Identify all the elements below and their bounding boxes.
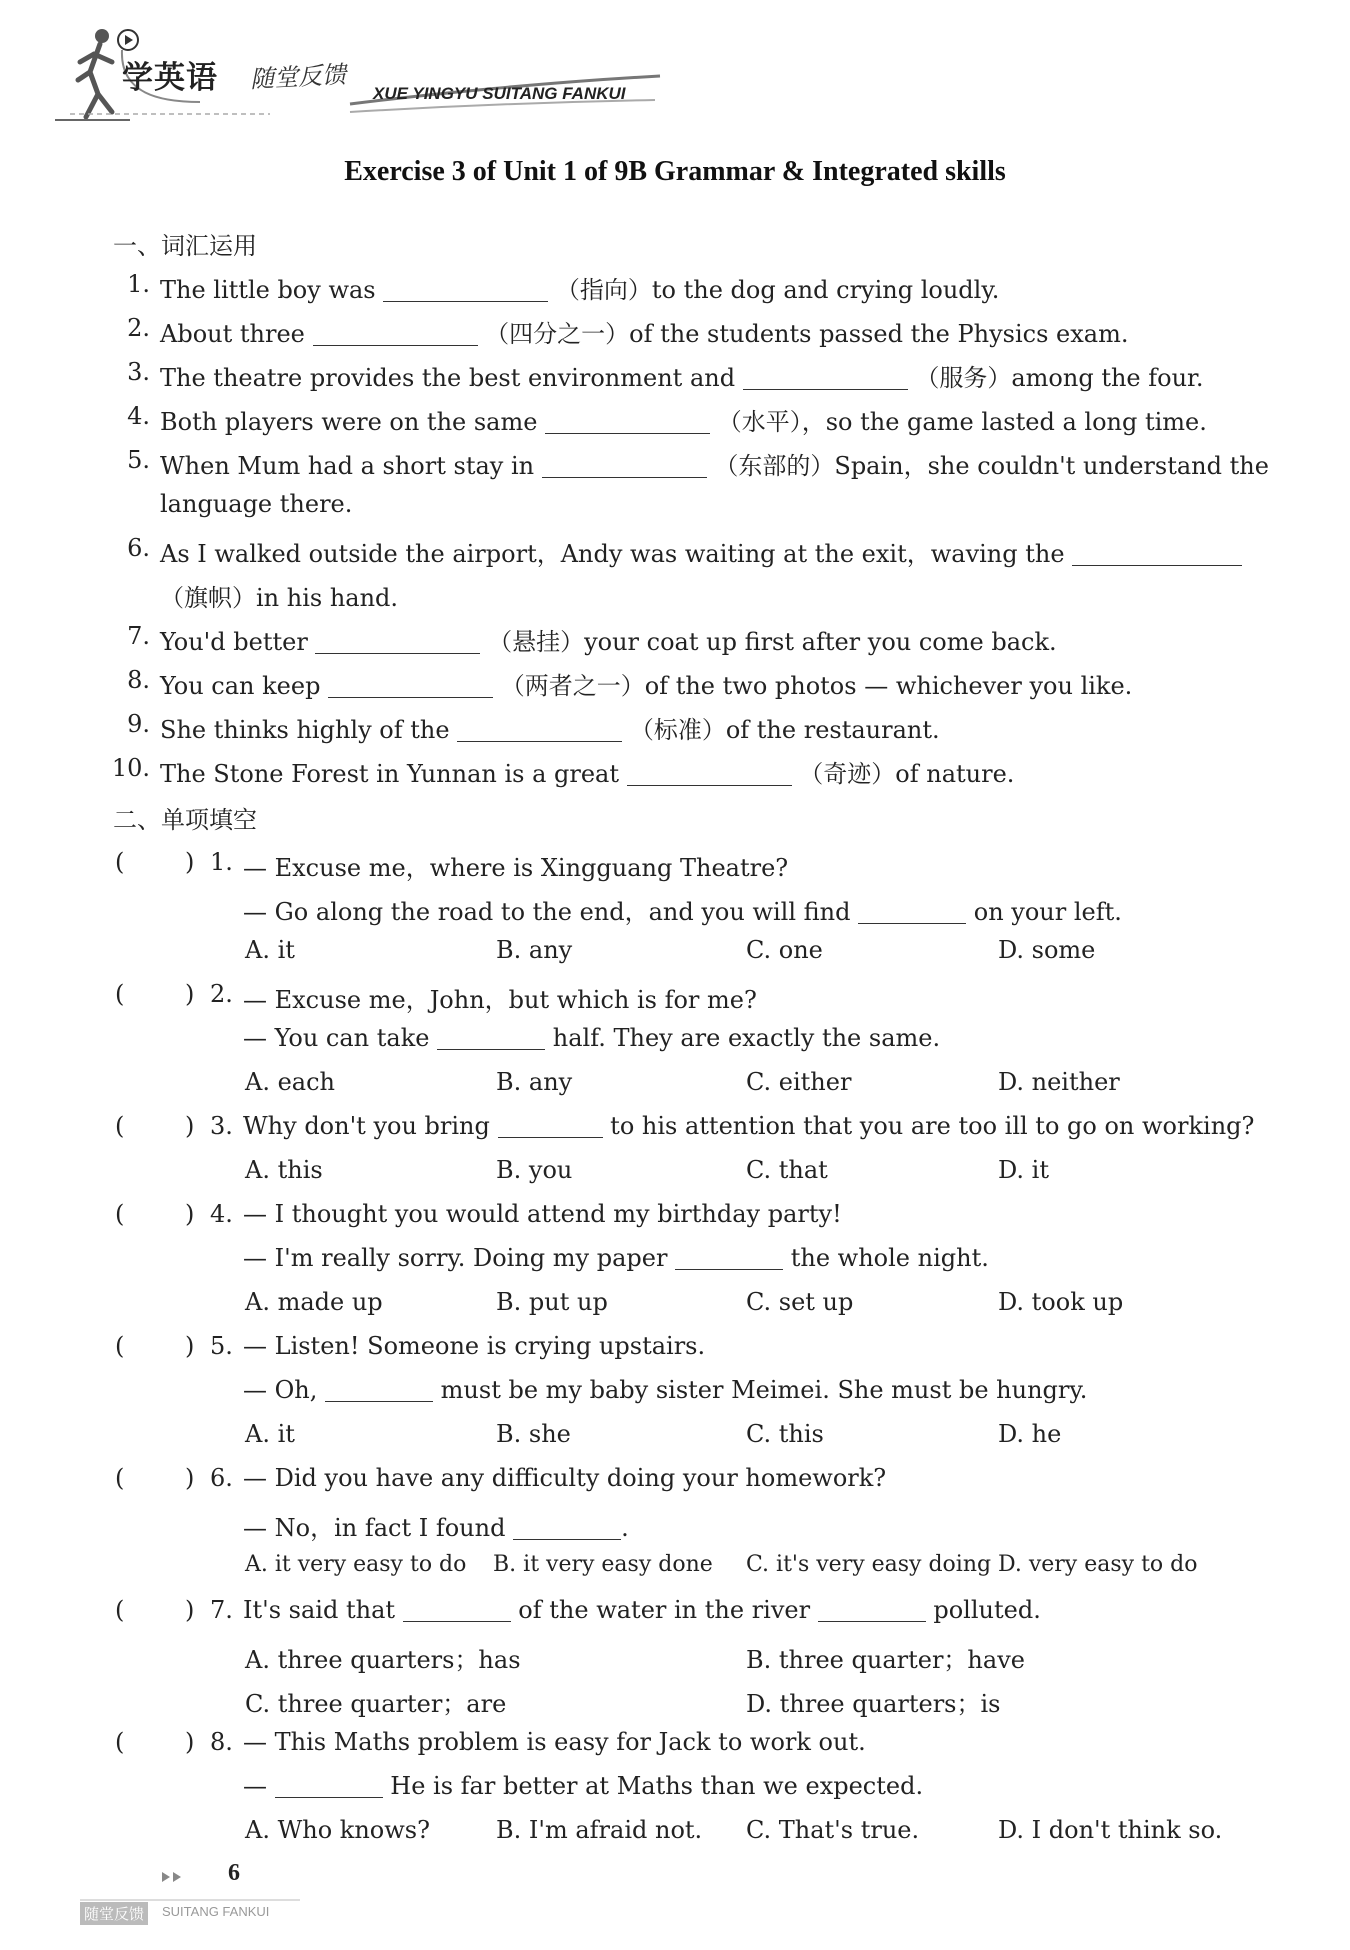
option-b[interactable]: B. she bbox=[496, 1420, 571, 1448]
section-heading-multiple-choice: 二、单项填空 bbox=[113, 806, 257, 834]
vocab-text-before: About three bbox=[160, 320, 305, 348]
question-line2-before: — No，in fact I found bbox=[243, 1514, 506, 1542]
vocab-text-after: （服务）among the four. bbox=[915, 364, 1204, 392]
question-line2-after: the whole night. bbox=[790, 1244, 989, 1272]
answer-paren-left[interactable]: ( bbox=[115, 1200, 125, 1228]
vocab-continuation: （旗帜）in his hand. bbox=[160, 584, 399, 612]
question-line1: — This Maths problem is easy for Jack to work out. bbox=[243, 1728, 866, 1756]
vocab-continuation: language there. bbox=[160, 490, 353, 518]
answer-paren-right[interactable]: ) bbox=[185, 1112, 195, 1140]
question-line1: — Excuse me，where is Xingguang Theatre? bbox=[243, 854, 789, 882]
answer-paren-right[interactable]: ) bbox=[185, 1200, 195, 1228]
question-line1: — Listen! Someone is crying upstairs. bbox=[243, 1332, 706, 1360]
vocab-text-before: You'd better bbox=[160, 628, 308, 656]
option-b[interactable]: B. any bbox=[496, 936, 573, 964]
option-d[interactable]: D. very easy to do bbox=[998, 1552, 1198, 1577]
option-a[interactable]: A. Who knows? bbox=[245, 1816, 430, 1844]
option-c[interactable]: C. set up bbox=[746, 1288, 854, 1316]
option-d[interactable]: D. neither bbox=[998, 1068, 1120, 1096]
vocab-text-after: （水平），so the game lasted a long time. bbox=[717, 408, 1207, 436]
vocab-text-after: （指向）to the dog and crying loudly. bbox=[555, 276, 1000, 304]
answer-blank[interactable] bbox=[743, 365, 908, 390]
question-line2-before: — Oh, bbox=[243, 1376, 318, 1404]
answer-blank[interactable] bbox=[513, 1515, 621, 1540]
option-d[interactable]: D. some bbox=[998, 936, 1096, 964]
footer-pinyin: SUITANG FANKUI bbox=[162, 1904, 270, 1919]
option-d[interactable]: D. three quarters；is bbox=[746, 1690, 1001, 1718]
question-number: 1. bbox=[210, 848, 233, 876]
answer-blank[interactable] bbox=[325, 1377, 433, 1402]
answer-paren-right[interactable]: ) bbox=[185, 1596, 195, 1624]
vocab-number: 1. bbox=[127, 270, 150, 298]
vocab-text-after: （悬挂）your coat up first after you come back. bbox=[488, 628, 1057, 656]
vocab-number: 10. bbox=[111, 754, 150, 782]
option-b[interactable]: B. any bbox=[496, 1068, 573, 1096]
vocab-text-before: As I walked outside the airport，Andy was waiting at the exit，waving the bbox=[160, 540, 1065, 568]
answer-blank[interactable] bbox=[403, 1597, 511, 1622]
option-a[interactable]: A. three quarters；has bbox=[245, 1646, 521, 1674]
question-line2-before: — bbox=[243, 1772, 267, 1800]
vocab-text-after: （标准）of the restaurant. bbox=[629, 716, 940, 744]
vocab-text-before: When Mum had a short stay in bbox=[160, 452, 535, 480]
answer-paren-right[interactable]: ) bbox=[185, 1464, 195, 1492]
brand-pinyin: XUE YINGYU SUITANG FANKUI bbox=[373, 84, 626, 103]
option-c[interactable]: C. this bbox=[746, 1420, 824, 1448]
question-line1-mid: of the water in the river bbox=[518, 1596, 811, 1624]
option-a[interactable]: A. it very easy to do bbox=[245, 1552, 467, 1577]
answer-blank[interactable] bbox=[542, 453, 707, 478]
vocab-number: 6. bbox=[127, 534, 150, 562]
brand-main: 学英语 bbox=[122, 60, 218, 96]
vocab-number: 3. bbox=[127, 358, 150, 386]
section-heading-vocabulary: 一、词汇运用 bbox=[113, 232, 257, 260]
option-b[interactable]: B. put up bbox=[496, 1288, 608, 1316]
footer-rule bbox=[80, 1898, 300, 1902]
option-a[interactable]: A. it bbox=[245, 1420, 295, 1448]
footer-label: 随堂反馈 bbox=[80, 1902, 148, 1925]
option-d[interactable]: D. I don't think so. bbox=[998, 1816, 1223, 1844]
answer-paren-left[interactable]: ( bbox=[115, 848, 125, 876]
vocab-text-before: The Stone Forest in Yunnan is a great bbox=[160, 760, 620, 788]
brand-sub: 随堂反馈 bbox=[249, 60, 347, 94]
answer-blank[interactable] bbox=[383, 277, 548, 302]
vocab-number: 5. bbox=[127, 446, 150, 474]
option-b[interactable]: B. three quarter；have bbox=[746, 1646, 1025, 1674]
question-line1-after: to his attention that you are too ill to go on working? bbox=[610, 1112, 1255, 1140]
question-line2-before: — Go along the road to the end，and you will find bbox=[243, 898, 851, 926]
question-line1: — I thought you would attend my birthday party! bbox=[243, 1200, 842, 1228]
double-arrow-icon bbox=[160, 1870, 186, 1884]
option-d[interactable]: D. took up bbox=[998, 1288, 1124, 1316]
vocab-number: 2. bbox=[127, 314, 150, 342]
answer-paren-right[interactable]: ) bbox=[185, 848, 195, 876]
answer-blank[interactable] bbox=[627, 761, 792, 786]
header-banner bbox=[50, 22, 670, 132]
vocab-number: 4. bbox=[127, 402, 150, 430]
answer-blank[interactable] bbox=[818, 1597, 926, 1622]
answer-paren-left[interactable]: ( bbox=[115, 980, 125, 1008]
answer-paren-right[interactable]: ) bbox=[185, 980, 195, 1008]
answer-paren-right[interactable]: ) bbox=[185, 1332, 195, 1360]
question-number: 4. bbox=[210, 1200, 233, 1228]
option-a[interactable]: A. this bbox=[245, 1156, 323, 1184]
question-line1-before: Why don't you bring bbox=[243, 1112, 490, 1140]
vocab-text-before: She thinks highly of the bbox=[160, 716, 450, 744]
answer-blank[interactable] bbox=[457, 717, 622, 742]
option-c[interactable]: C. either bbox=[746, 1068, 852, 1096]
answer-blank[interactable] bbox=[498, 1113, 603, 1138]
vocab-text-before: The theatre provides the best environment and bbox=[160, 364, 736, 392]
option-a[interactable]: A. it bbox=[245, 936, 295, 964]
question-line2-after: He is far better at Maths than we expected. bbox=[390, 1772, 924, 1800]
option-a[interactable]: A. made up bbox=[245, 1288, 383, 1316]
vocab-text-after: （四分之一）of the students passed the Physics exam. bbox=[485, 320, 1129, 348]
vocab-number: 7. bbox=[127, 622, 150, 650]
page-title: Exercise 3 of Unit 1 of 9B Grammar & Integrated skills bbox=[344, 156, 1006, 187]
vocab-number: 9. bbox=[127, 710, 150, 738]
page-number: 6 bbox=[228, 1860, 240, 1886]
question-line2-before: — I'm really sorry. Doing my paper bbox=[243, 1244, 668, 1272]
option-b[interactable]: B. I'm afraid not. bbox=[496, 1816, 703, 1844]
question-line2-after: half. They are exactly the same. bbox=[552, 1024, 941, 1052]
answer-paren-left[interactable]: ( bbox=[115, 1728, 125, 1756]
question-line2-after: on your left. bbox=[973, 898, 1122, 926]
option-c[interactable]: C. three quarter；are bbox=[245, 1690, 507, 1718]
option-b[interactable]: B. it very easy done bbox=[493, 1552, 713, 1577]
vocab-number: 8. bbox=[127, 666, 150, 694]
option-d[interactable]: D. he bbox=[998, 1420, 1062, 1448]
vocab-text-after: （东部的）Spain，she couldn't understand the bbox=[714, 452, 1269, 480]
vocab-text-after: （奇迹）of nature. bbox=[799, 760, 1015, 788]
answer-blank[interactable] bbox=[313, 321, 478, 346]
vocab-text-after: （两者之一）of the two photos — whichever you like. bbox=[500, 672, 1133, 700]
option-c[interactable]: C. that bbox=[746, 1156, 828, 1184]
question-line2-before: — You can take bbox=[243, 1024, 430, 1052]
answer-blank[interactable] bbox=[315, 629, 480, 654]
question-line1-after: polluted. bbox=[933, 1596, 1041, 1624]
answer-paren-left[interactable]: ( bbox=[115, 1332, 125, 1360]
answer-blank[interactable] bbox=[275, 1773, 383, 1798]
question-line2-after: must be my baby sister Meimei. She must be hungry. bbox=[440, 1376, 1088, 1404]
option-d[interactable]: D. it bbox=[998, 1156, 1049, 1184]
vocab-text-before: Both players were on the same bbox=[160, 408, 538, 436]
option-b[interactable]: B. you bbox=[496, 1156, 573, 1184]
answer-paren-left[interactable]: ( bbox=[115, 1596, 125, 1624]
answer-blank[interactable] bbox=[1072, 541, 1242, 566]
vocab-text-before: The little boy was bbox=[160, 276, 376, 304]
vocab-text-before: You can keep bbox=[160, 672, 321, 700]
question-number: 3. bbox=[210, 1112, 233, 1140]
answer-blank[interactable] bbox=[858, 899, 966, 924]
option-c[interactable]: C. That's true. bbox=[746, 1816, 920, 1844]
answer-paren-left[interactable]: ( bbox=[115, 1464, 125, 1492]
question-line2-after: . bbox=[621, 1514, 629, 1542]
answer-blank[interactable] bbox=[328, 673, 493, 698]
answer-blank[interactable] bbox=[437, 1025, 545, 1050]
question-number: 6. bbox=[210, 1464, 233, 1492]
option-c[interactable]: C. it's very easy doing bbox=[746, 1552, 992, 1577]
answer-paren-left[interactable]: ( bbox=[115, 1112, 125, 1140]
option-a[interactable]: A. each bbox=[245, 1068, 335, 1096]
question-number: 7. bbox=[210, 1596, 233, 1624]
question-number: 2. bbox=[210, 980, 233, 1008]
question-line1-before: It's said that bbox=[243, 1596, 396, 1624]
answer-paren-right[interactable]: ) bbox=[185, 1728, 195, 1756]
option-c[interactable]: C. one bbox=[746, 936, 823, 964]
answer-blank[interactable] bbox=[545, 409, 710, 434]
question-number: 8. bbox=[210, 1728, 233, 1756]
question-number: 5. bbox=[210, 1332, 233, 1360]
page-footer bbox=[80, 1860, 300, 1930]
question-line1: — Excuse me，John，but which is for me? bbox=[243, 986, 757, 1014]
question-line1: — Did you have any difficulty doing your homework? bbox=[243, 1464, 887, 1492]
brand bbox=[122, 52, 347, 97]
answer-blank[interactable] bbox=[675, 1245, 783, 1270]
